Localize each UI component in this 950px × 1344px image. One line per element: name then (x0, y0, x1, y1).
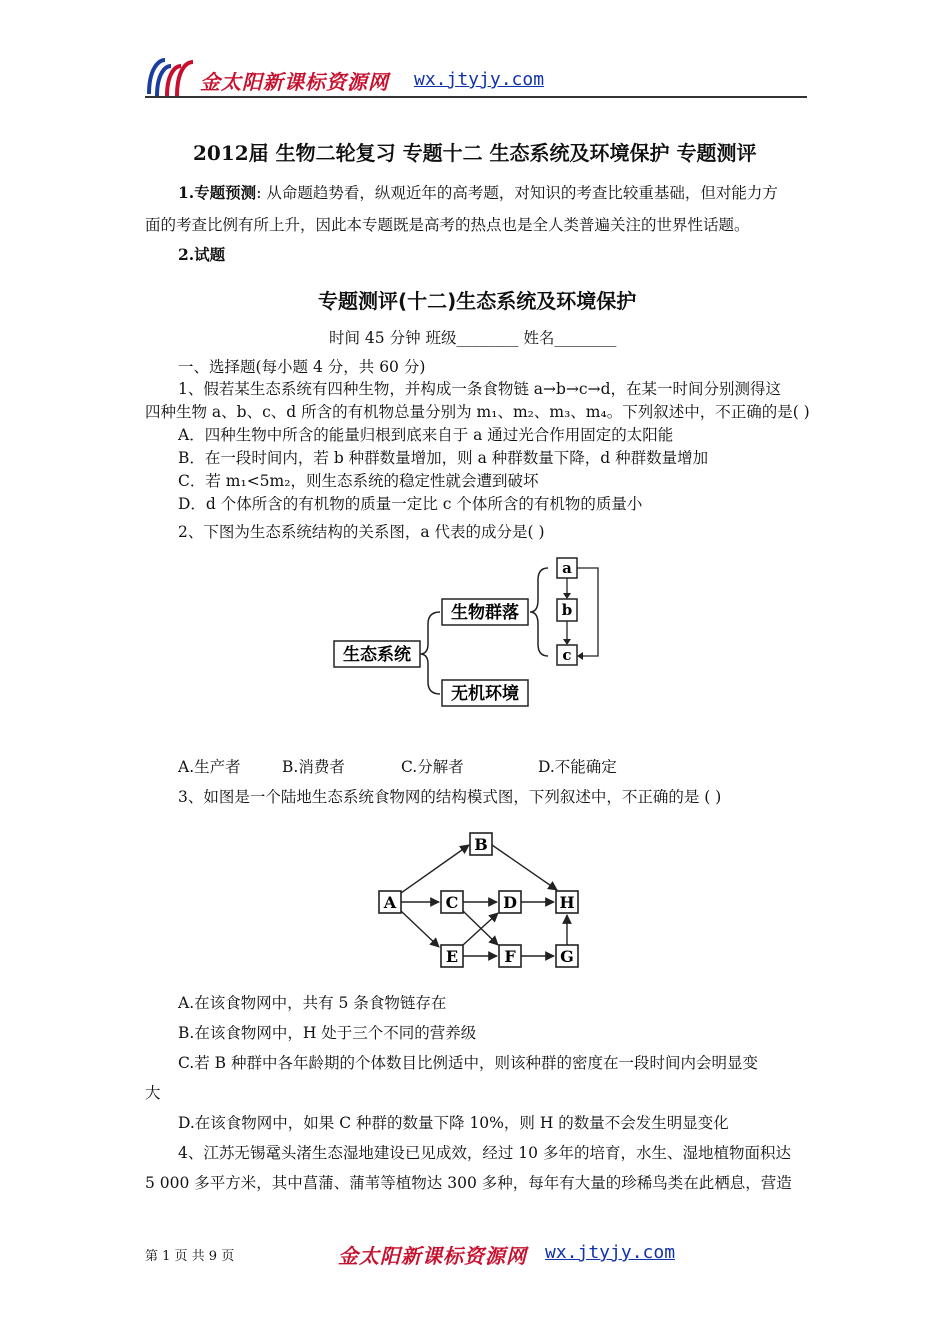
footer-brand: 金太阳新课标资源网 (338, 1244, 527, 1268)
node-b-label: b (561, 601, 573, 619)
page-title: 2012届 生物二轮复习 专题十二 生态系统及环境保护 专题测评 (193, 141, 757, 165)
test-title: 专题测评(十二)生态系统及环境保护 (318, 289, 637, 313)
edge-A-E (401, 911, 439, 947)
section-heading: 一、选择题(每小题 4 分，共 60 分) (178, 358, 426, 376)
q1-option-b: B．在一段时间内，若 b 种群数量增加，则 a 种群数量下降，d 种群数量增加 (178, 449, 709, 467)
node-F-label: F (504, 947, 516, 966)
node-C-label: C (445, 893, 459, 912)
q1-option-d: D．d 个体所含的有机物的质量一定比 c 个体所含的有机物的质量小 (178, 495, 643, 513)
node-ecosystem-label: 生态系统 (343, 645, 411, 665)
node-E-label: E (445, 947, 459, 966)
q1-option-a: A．四种生物中所含的能量归根到底来自于 a 通过光合作用固定的太阳能 (178, 426, 674, 444)
node-c-label: c (562, 646, 572, 664)
forecast-label: 1.专题预测 (178, 183, 257, 202)
header-brand: 金太阳新课标资源网 (200, 70, 389, 94)
q3-stem: 3、如图是一个陆地生态系统食物网的结构模式图，下列叙述中，不正确的是 ( ) (178, 788, 722, 806)
node-a-label: a (562, 559, 572, 577)
brace-right (530, 568, 548, 656)
node-H-label: H (559, 893, 575, 912)
footer-url-link[interactable]: wx.jtyjy.com (545, 1242, 676, 1263)
forecast-text: : 从命题趋势看，纵观近年的高考题，对知识的考查比较重基础，但对能力方 (256, 184, 778, 202)
q3-option-c-line1: C.若 B 种群中各年龄期的个体数目比例适中，则该种群的密度在一段时间内会明显变 (178, 1054, 758, 1072)
q4-line2: 5 000 多平方米，其中菖蒲、蒲苇等植物达 300 多种，每年有大量的珍稀鸟类在此栖息，营造 (145, 1174, 792, 1192)
edge-A-B (401, 845, 469, 893)
questions-label: 2.试题 (178, 245, 226, 264)
node-A-label: A (383, 893, 397, 912)
header-divider (145, 96, 807, 98)
node-D-label: D (503, 893, 517, 912)
q1-stem-1: 1、假若某生态系统有四种生物，并构成一条食物链 a→b→c→d，在某一时间分别测得这 (178, 380, 782, 398)
node-B-label: B (474, 835, 488, 854)
q4-line1: 4、江苏无锡鼋头渚生态湿地建设已见成效，经过 10 多年的培育，水生、湿地植物面积达 (178, 1144, 791, 1162)
q3-option-d: D.在该食物网中，如果 C 种群的数量下降 10%，则 H 的数量不会发生明显变化 (178, 1114, 729, 1132)
q1-stem-2: 四种生物 a、b、c、d 所含的有机物总量分别为 m₁、m₂、m₃、m₄。下列叙述中，不正确的是( ) (145, 403, 810, 421)
arrowhead-b-c (563, 639, 571, 645)
logo-icon (145, 54, 197, 100)
node-abiotic-label: 无机环境 (451, 684, 519, 704)
q2-stem: 2、下图为生态系统结构的关系图，a 代表的成分是( ) (178, 523, 545, 541)
header-url-link[interactable]: wx.jtyjy.com (414, 69, 545, 90)
node-biotic-label: 生物群落 (451, 603, 519, 623)
q2-option-b: B.消费者 (282, 758, 345, 776)
test-meta: 时间 45 分钟 班级________ 姓名________ (329, 329, 617, 347)
footer-page-number: 第 1 页 共 9 页 (145, 1249, 235, 1264)
ecosystem-structure-diagram (330, 552, 610, 712)
q2-option-c: C.分解者 (401, 758, 464, 776)
brace-left (420, 612, 440, 694)
food-web-diagram (372, 828, 592, 974)
arrowhead-a-c (577, 652, 583, 660)
q2-option-d: D.不能确定 (538, 758, 617, 776)
arrow-a-c (577, 568, 598, 656)
forecast-paragraph-line1 (178, 182, 778, 204)
node-G-label: G (560, 947, 574, 966)
q1-option-c: C．若 m₁<5m₂，则生态系统的稳定性就会遭到破坏 (178, 472, 539, 490)
q2-option-a: A.生产者 (178, 758, 241, 776)
edge-B-H (492, 845, 557, 890)
forecast-paragraph-line2: 面的考查比例有所上升，因此本专题既是高考的热点也是全人类普遍关注的世界性话题。 (145, 216, 750, 234)
q3-option-b: B.在该食物网中，H 处于三个不同的营养级 (178, 1024, 477, 1042)
q3-option-c-line2: 大 (145, 1084, 161, 1102)
arrowhead-a-b (563, 593, 571, 599)
q3-option-a: A.在该食物网中，共有 5 条食物链存在 (178, 994, 447, 1012)
